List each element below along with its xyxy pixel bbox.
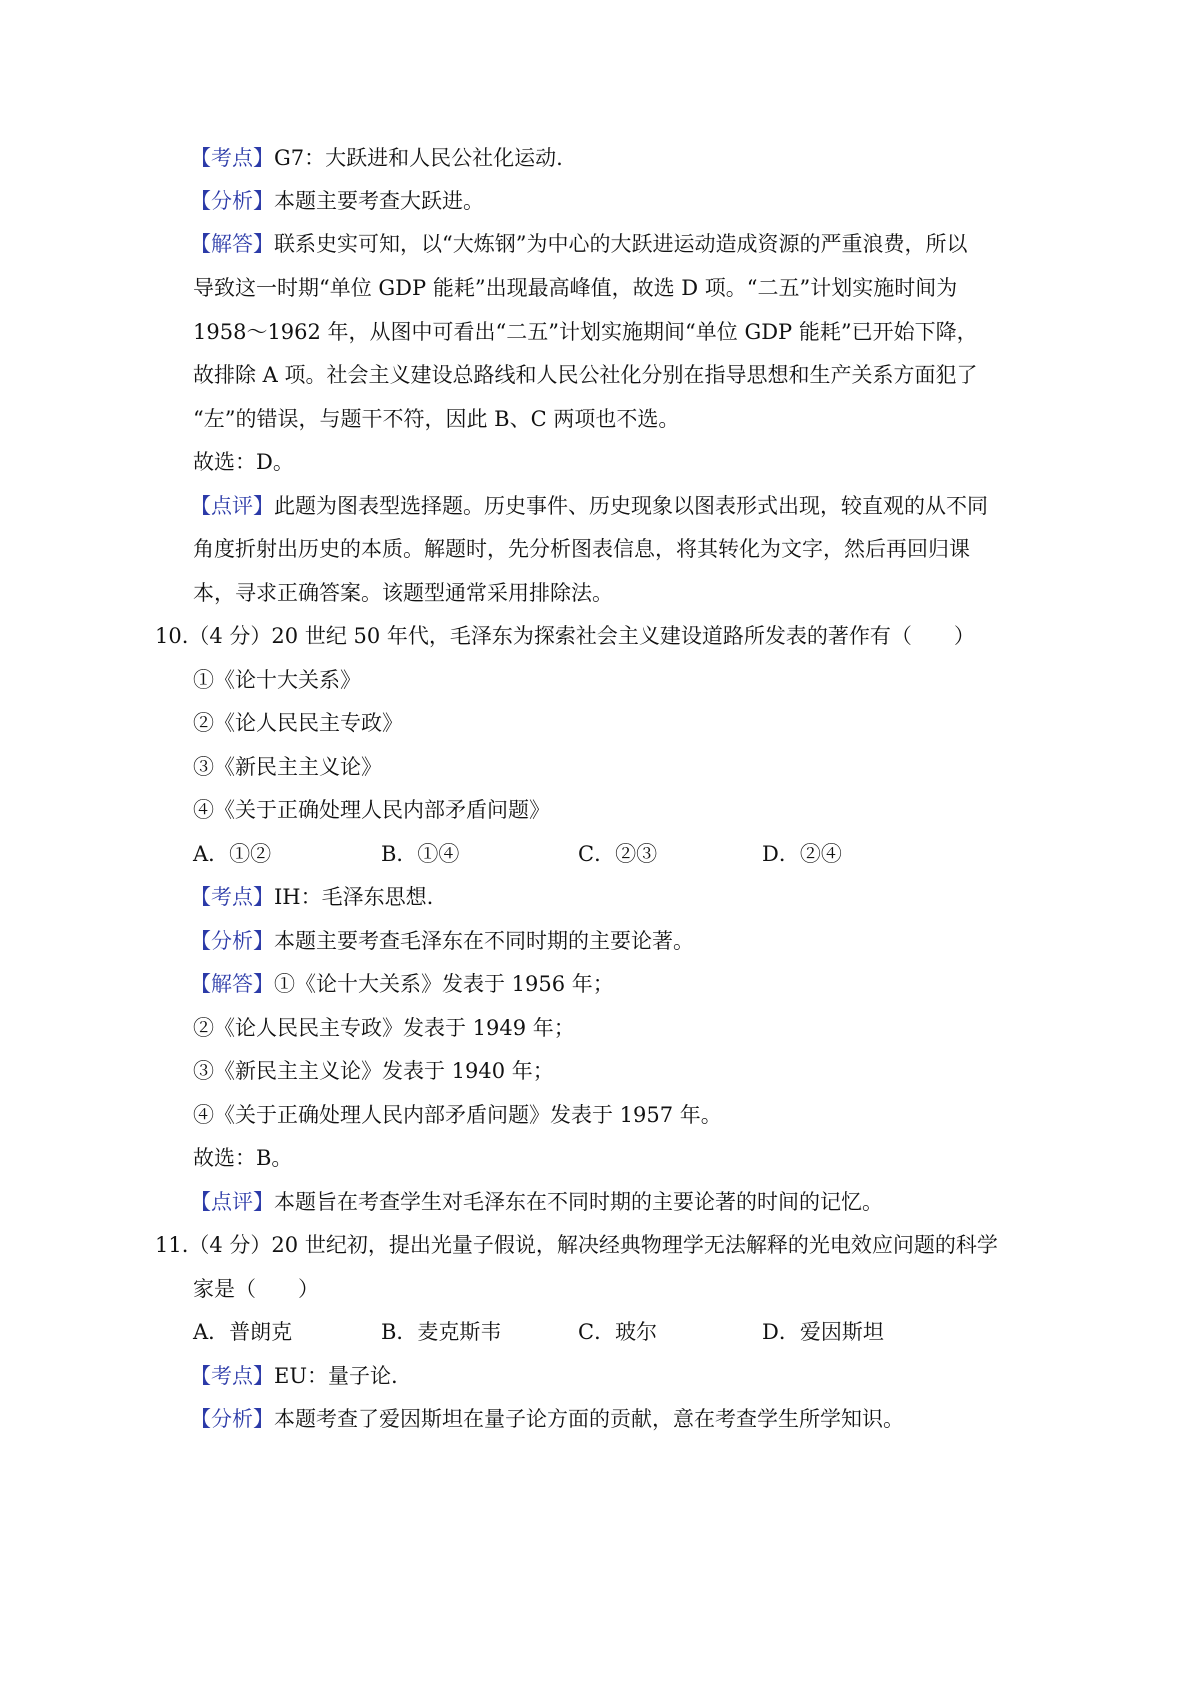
kaodian-line-11: 【考点】EU：量子论. bbox=[190, 1364, 398, 1388]
question-11-stem: 家是（ ） bbox=[193, 1277, 319, 1301]
q10-item: ①《论十大关系》 bbox=[193, 668, 361, 692]
dianping-text: 本题旨在考查学生对毛泽东在不同时期的主要论著的时间的记忆。 bbox=[274, 1190, 883, 1214]
q10-option-a: A．①② bbox=[193, 842, 272, 866]
tag-kaodian: 考点 bbox=[211, 146, 253, 170]
fenxi-text: 本题主要考查大跃进。 bbox=[274, 189, 484, 213]
dianping-line-9: 【点评】此题为图表型选择题。历史事件、历史现象以图表形式出现，较直观的从不同 bbox=[190, 494, 988, 518]
kaodian-text: IH：毛泽东思想. bbox=[274, 885, 434, 909]
fenxi-text: 本题主要考查毛泽东在不同时期的主要论著。 bbox=[274, 929, 694, 953]
dianping-text-line: 本，寻求正确答案。该题型通常采用排除法。 bbox=[193, 581, 613, 605]
tag-kaodian: 考点 bbox=[211, 885, 253, 909]
kaodian-text: EU：量子论. bbox=[274, 1364, 398, 1388]
q10-item: ③《新民主主义论》 bbox=[193, 755, 382, 779]
fenxi-line-9: 【分析】本题主要考查大跃进。 bbox=[190, 189, 484, 213]
jieda-text-line: 故排除 A 项。社会主义建设总路线和人民公社化分别在指导思想和生产关系方面犯了 bbox=[193, 363, 978, 387]
tag-fenxi: 分析 bbox=[211, 1407, 253, 1431]
tag-jieda: 解答 bbox=[211, 232, 253, 256]
jieda-text-line: ②《论人民民主专政》发表于 1949 年； bbox=[193, 1016, 575, 1040]
q11-option-b: B．麦克斯韦 bbox=[381, 1320, 502, 1344]
answer-text: 故选：B。 bbox=[193, 1146, 293, 1170]
answer-text: 故选：D。 bbox=[193, 450, 294, 474]
kaodian-text: G7：大跃进和人民公社化运动. bbox=[274, 146, 563, 170]
q10-item: ④《关于正确处理人民内部矛盾问题》 bbox=[193, 798, 550, 822]
kaodian-line-10: 【考点】IH：毛泽东思想. bbox=[190, 885, 434, 909]
tag-fenxi: 分析 bbox=[211, 189, 253, 213]
tag-fenxi: 分析 bbox=[211, 929, 253, 953]
dianping-line-10: 【点评】本题旨在考查学生对毛泽东在不同时期的主要论著的时间的记忆。 bbox=[190, 1190, 883, 1214]
jieda-text-line: ①《论十大关系》发表于 1956 年； bbox=[274, 972, 614, 996]
q11-option-d: D．爱因斯坦 bbox=[762, 1320, 884, 1344]
fenxi-line-10: 【分析】本题主要考查毛泽东在不同时期的主要论著。 bbox=[190, 929, 694, 953]
jieda-text-line: ③《新民主主义论》发表于 1940 年； bbox=[193, 1059, 554, 1083]
jieda-text-line: “左”的错误，与题干不符，因此 B、C 两项也不选。 bbox=[193, 407, 680, 431]
q10-option-c: C．②③ bbox=[578, 842, 658, 866]
jieda-text-line: 1958～1962 年，从图中可看出“二五”计划实施期间“单位 GDP 能耗”已开始下降， bbox=[193, 320, 978, 344]
jieda-text-line: ④《关于正确处理人民内部矛盾问题》发表于 1957 年。 bbox=[193, 1103, 722, 1127]
jieda-line-9: 【解答】联系史实可知，以“大炼钢”为中心的大跃进运动造成资源的严重浪费，所以 bbox=[190, 232, 968, 256]
tag-dianping: 点评 bbox=[211, 1190, 253, 1214]
kaodian-line-9: 【考点】G7：大跃进和人民公社化运动. bbox=[190, 146, 563, 170]
q11-option-a: A．普朗克 bbox=[193, 1320, 293, 1344]
tag-kaodian: 考点 bbox=[211, 1364, 253, 1388]
q10-item: ②《论人民民主专政》 bbox=[193, 711, 403, 735]
q11-option-c: C．玻尔 bbox=[578, 1320, 658, 1344]
dianping-text-line: 角度折射出历史的本质。解题时，先分析图表信息，将其转化为文字，然后再回归课 bbox=[193, 537, 970, 561]
jieda-text-line: 导致这一时期“单位 GDP 能耗”出现最高峰值，故选 D 项。“二五”计划实施时间为 bbox=[193, 276, 958, 300]
jieda-line-10: 【解答】①《论十大关系》发表于 1956 年； bbox=[190, 972, 614, 996]
jieda-text-line: 联系史实可知，以“大炼钢”为中心的大跃进运动造成资源的严重浪费，所以 bbox=[274, 232, 968, 256]
dianping-text-line: 此题为图表型选择题。历史事件、历史现象以图表形式出现，较直观的从不同 bbox=[274, 494, 988, 518]
fenxi-text: 本题考查了爱因斯坦在量子论方面的贡献，意在考查学生所学知识。 bbox=[274, 1407, 904, 1431]
question-10-stem: 10.（4 分）20 世纪 50 年代，毛泽东为探索社会主义建设道路所发表的著作有（ ） bbox=[155, 624, 975, 648]
tag-dianping: 点评 bbox=[211, 494, 253, 518]
question-11-stem: 11.（4 分）20 世纪初，提出光量子假说，解决经典物理学无法解释的光电效应问题的科学 bbox=[155, 1233, 998, 1257]
tag-jieda: 解答 bbox=[211, 972, 253, 996]
q10-option-b: B．①④ bbox=[381, 842, 460, 866]
q10-option-d: D．②④ bbox=[762, 842, 842, 866]
fenxi-line-11: 【分析】本题考查了爱因斯坦在量子论方面的贡献，意在考查学生所学知识。 bbox=[190, 1407, 904, 1431]
